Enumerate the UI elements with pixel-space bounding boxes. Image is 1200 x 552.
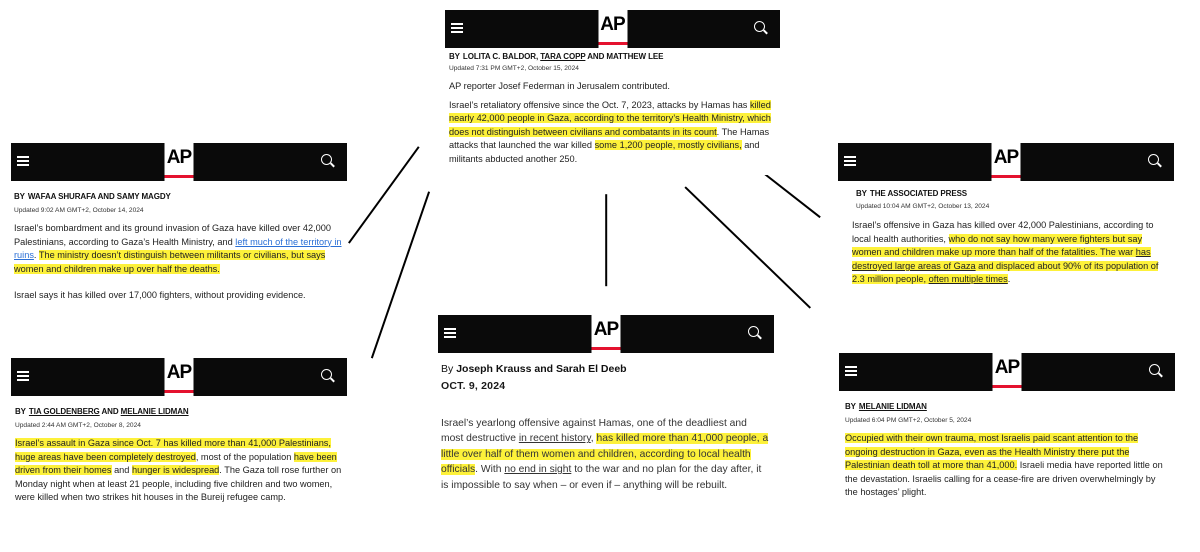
- article-card-lidman: [839, 353, 1175, 513]
- article-paragraph: [15, 437, 343, 505]
- text-run: .: [1007, 274, 1011, 285]
- ap-logo[interactable]: AP: [598, 10, 627, 48]
- text-run: Israel’s retaliatory offensive since the Oct. 7, 2023, attacks by Hamas has: [449, 99, 750, 110]
- ap-logo[interactable]: AP: [993, 353, 1022, 391]
- article-card-shurafa: [11, 143, 347, 303]
- highlighted-text: who do not say how many were fighters but say women and children make up more than half of the fatalities. The war: [852, 233, 1143, 258]
- text-run: . The Hamas attacks that launched the war killed: [449, 126, 770, 151]
- highlighted-text: and displaced about 90% of its population of 2.3 million people,: [852, 260, 1159, 285]
- ap-header-bar: [445, 10, 780, 48]
- byline: [856, 189, 1160, 198]
- highlighted-text: has killed more than 41,000 people, a little over half of them women and children, according to local health officials: [441, 433, 769, 476]
- ap-header-bar: [839, 353, 1175, 391]
- byline: [845, 402, 1163, 411]
- connector-line: [371, 191, 431, 358]
- search-icon[interactable]: [321, 154, 335, 168]
- article-paragraph: [441, 416, 771, 493]
- author-name: WAFAA SHURAFA AND SAMY MAGDY: [27, 192, 171, 201]
- highlighted-text: Israel’s assault in Gaza since Oct. 7 has killed more than 41,000 Palestinians, huge areas have been completely destroyed: [15, 438, 331, 462]
- article-link[interactable]: left much of the territory in ruins: [14, 236, 342, 261]
- article-card-baldor: [445, 10, 780, 175]
- search-icon[interactable]: [1149, 364, 1163, 378]
- author-link[interactable]: TIA GOLDENBERG: [28, 407, 100, 416]
- ap-logo[interactable]: AP: [165, 143, 194, 181]
- author-name: THE ASSOCIATED PRESS: [869, 189, 968, 198]
- article-paragraph: [852, 219, 1160, 287]
- text-run: . The Gaza toll rose further on Monday night when at least 21 people, including five children and two women, were killed when two strikes hit houses in the Bureij refugee camp.: [15, 465, 342, 503]
- article-link[interactable]: no end in sight: [504, 464, 572, 476]
- byline: [449, 52, 776, 61]
- article-paragraph: [845, 432, 1163, 500]
- article-card-associated-press: [838, 143, 1174, 298]
- ap-header-bar: [838, 143, 1174, 181]
- search-icon[interactable]: [754, 21, 768, 35]
- publish-date: OCT. 9, 2024: [441, 380, 506, 392]
- updated-timestamp: Updated 2:44 AM GMT+2, October 8, 2024: [15, 422, 141, 429]
- ap-header-bar: [11, 143, 347, 181]
- search-icon[interactable]: [1148, 154, 1162, 168]
- menu-icon[interactable]: [451, 23, 463, 33]
- updated-timestamp: Updated 9:02 AM GMT+2, October 14, 2024: [14, 207, 144, 214]
- byline-prefix: BY: [15, 407, 26, 416]
- highlighted-link[interactable]: has destroyed large areas of Gaza: [852, 247, 1151, 271]
- text-run: ,: [590, 433, 597, 445]
- menu-icon[interactable]: [844, 156, 856, 166]
- byline: [14, 192, 344, 201]
- highlighted-text: hunger is widespread: [131, 465, 220, 476]
- menu-icon[interactable]: [845, 366, 857, 376]
- search-icon[interactable]: [748, 326, 762, 340]
- text-run: Israel’s bombardment and its ground invasion of Gaza have killed over 42,000 Palestinians, according to Gaza’s Health Ministry, and: [14, 223, 331, 247]
- author-link[interactable]: MELANIE LIDMAN: [120, 407, 189, 416]
- author-link[interactable]: MELANIE LIDMAN: [858, 402, 927, 411]
- menu-icon[interactable]: [17, 156, 29, 166]
- ap-logo[interactable]: AP: [592, 315, 621, 353]
- article-paragraph: Israel says it has killed over 17,000 fighters, without providing evidence.: [14, 290, 306, 301]
- author-name: AND MATTHEW LEE: [585, 52, 664, 61]
- highlighted-text: have been driven from their homes: [15, 451, 337, 476]
- text-run: AND: [99, 407, 121, 416]
- byline-prefix: By: [441, 363, 454, 375]
- byline: [441, 363, 771, 375]
- highlighted-text: killed nearly 42,000 people in Gaza, according to the territory’s Health Ministry, which does not distinguish between civilians and combatants in its count: [449, 99, 771, 137]
- updated-timestamp: Updated 7:31 PM GMT+2, October 15, 2024: [449, 65, 579, 72]
- updated-timestamp: Updated 6:04 PM GMT+2, October 5, 2024: [845, 417, 972, 424]
- text-run: and: [111, 465, 132, 476]
- text-run: , most of the population: [195, 451, 294, 462]
- author-name: LOLITA C. BALDOR,: [462, 52, 541, 61]
- ap-header-bar: [11, 358, 347, 396]
- ap-header-bar: [438, 315, 774, 353]
- connector-line: [684, 186, 811, 309]
- highlighted-text: Occupied with their own trauma, most Israelis paid scant attention to the ongoing destruction in Gaza, even as the Health Ministry there put the Palestinian death toll at more than 41,000.: [845, 433, 1139, 471]
- article-card-goldenberg: [11, 358, 347, 528]
- connector-line: [348, 146, 420, 244]
- text-run: Israel’s offensive in Gaza has killed over 42,000 Palestinians, according to local health authorities,: [852, 220, 1154, 244]
- author-link[interactable]: TARA COPP: [540, 52, 586, 61]
- menu-icon[interactable]: [444, 328, 456, 338]
- byline-prefix: BY: [856, 189, 867, 198]
- ap-logo[interactable]: AP: [165, 358, 194, 396]
- article-paragraph: [14, 222, 344, 276]
- highlighted-text: some 1,200 people, mostly civilians,: [594, 140, 742, 151]
- highlighted-text: The ministry doesn’t distinguish between militants or civilians, but says women and children make up over half the deaths.: [14, 250, 326, 274]
- byline-prefix: BY: [449, 52, 460, 61]
- text-run: . With: [475, 464, 505, 476]
- text-run: to the war and no plan for the day after, it is impossible to say when – or even if – anything will be rebuilt.: [441, 464, 762, 491]
- menu-icon[interactable]: [17, 371, 29, 381]
- ap-logo[interactable]: AP: [992, 143, 1021, 181]
- highlighted-link[interactable]: often multiple times: [928, 274, 1008, 285]
- text-run: Israeli media have reported little on the devastation. Israelis calling for a cease-fire are driven overwhelmingly by the hostages’ plight.: [845, 460, 1163, 498]
- article-paragraph: [449, 99, 776, 167]
- article-card-krauss: [438, 315, 774, 515]
- text-run: Israel’s yearlong offensive against Hamas, one of the deadliest and most destructive: [441, 418, 747, 445]
- byline-prefix: BY: [14, 192, 25, 201]
- search-icon[interactable]: [321, 369, 335, 383]
- text-run: .: [33, 250, 39, 261]
- contributor-note: AP reporter Josef Federman in Jerusalem contributed.: [449, 81, 670, 91]
- byline-prefix: BY: [845, 402, 856, 411]
- author-name: Joseph Krauss and Sarah El Deeb: [456, 363, 627, 375]
- byline: [15, 407, 343, 416]
- text-run: and militants abducted another 250.: [449, 140, 760, 164]
- updated-timestamp: Updated 10:04 AM GMT+2, October 13, 2024: [856, 203, 990, 210]
- article-link[interactable]: in recent history: [518, 433, 591, 445]
- connector-line: [605, 194, 607, 286]
